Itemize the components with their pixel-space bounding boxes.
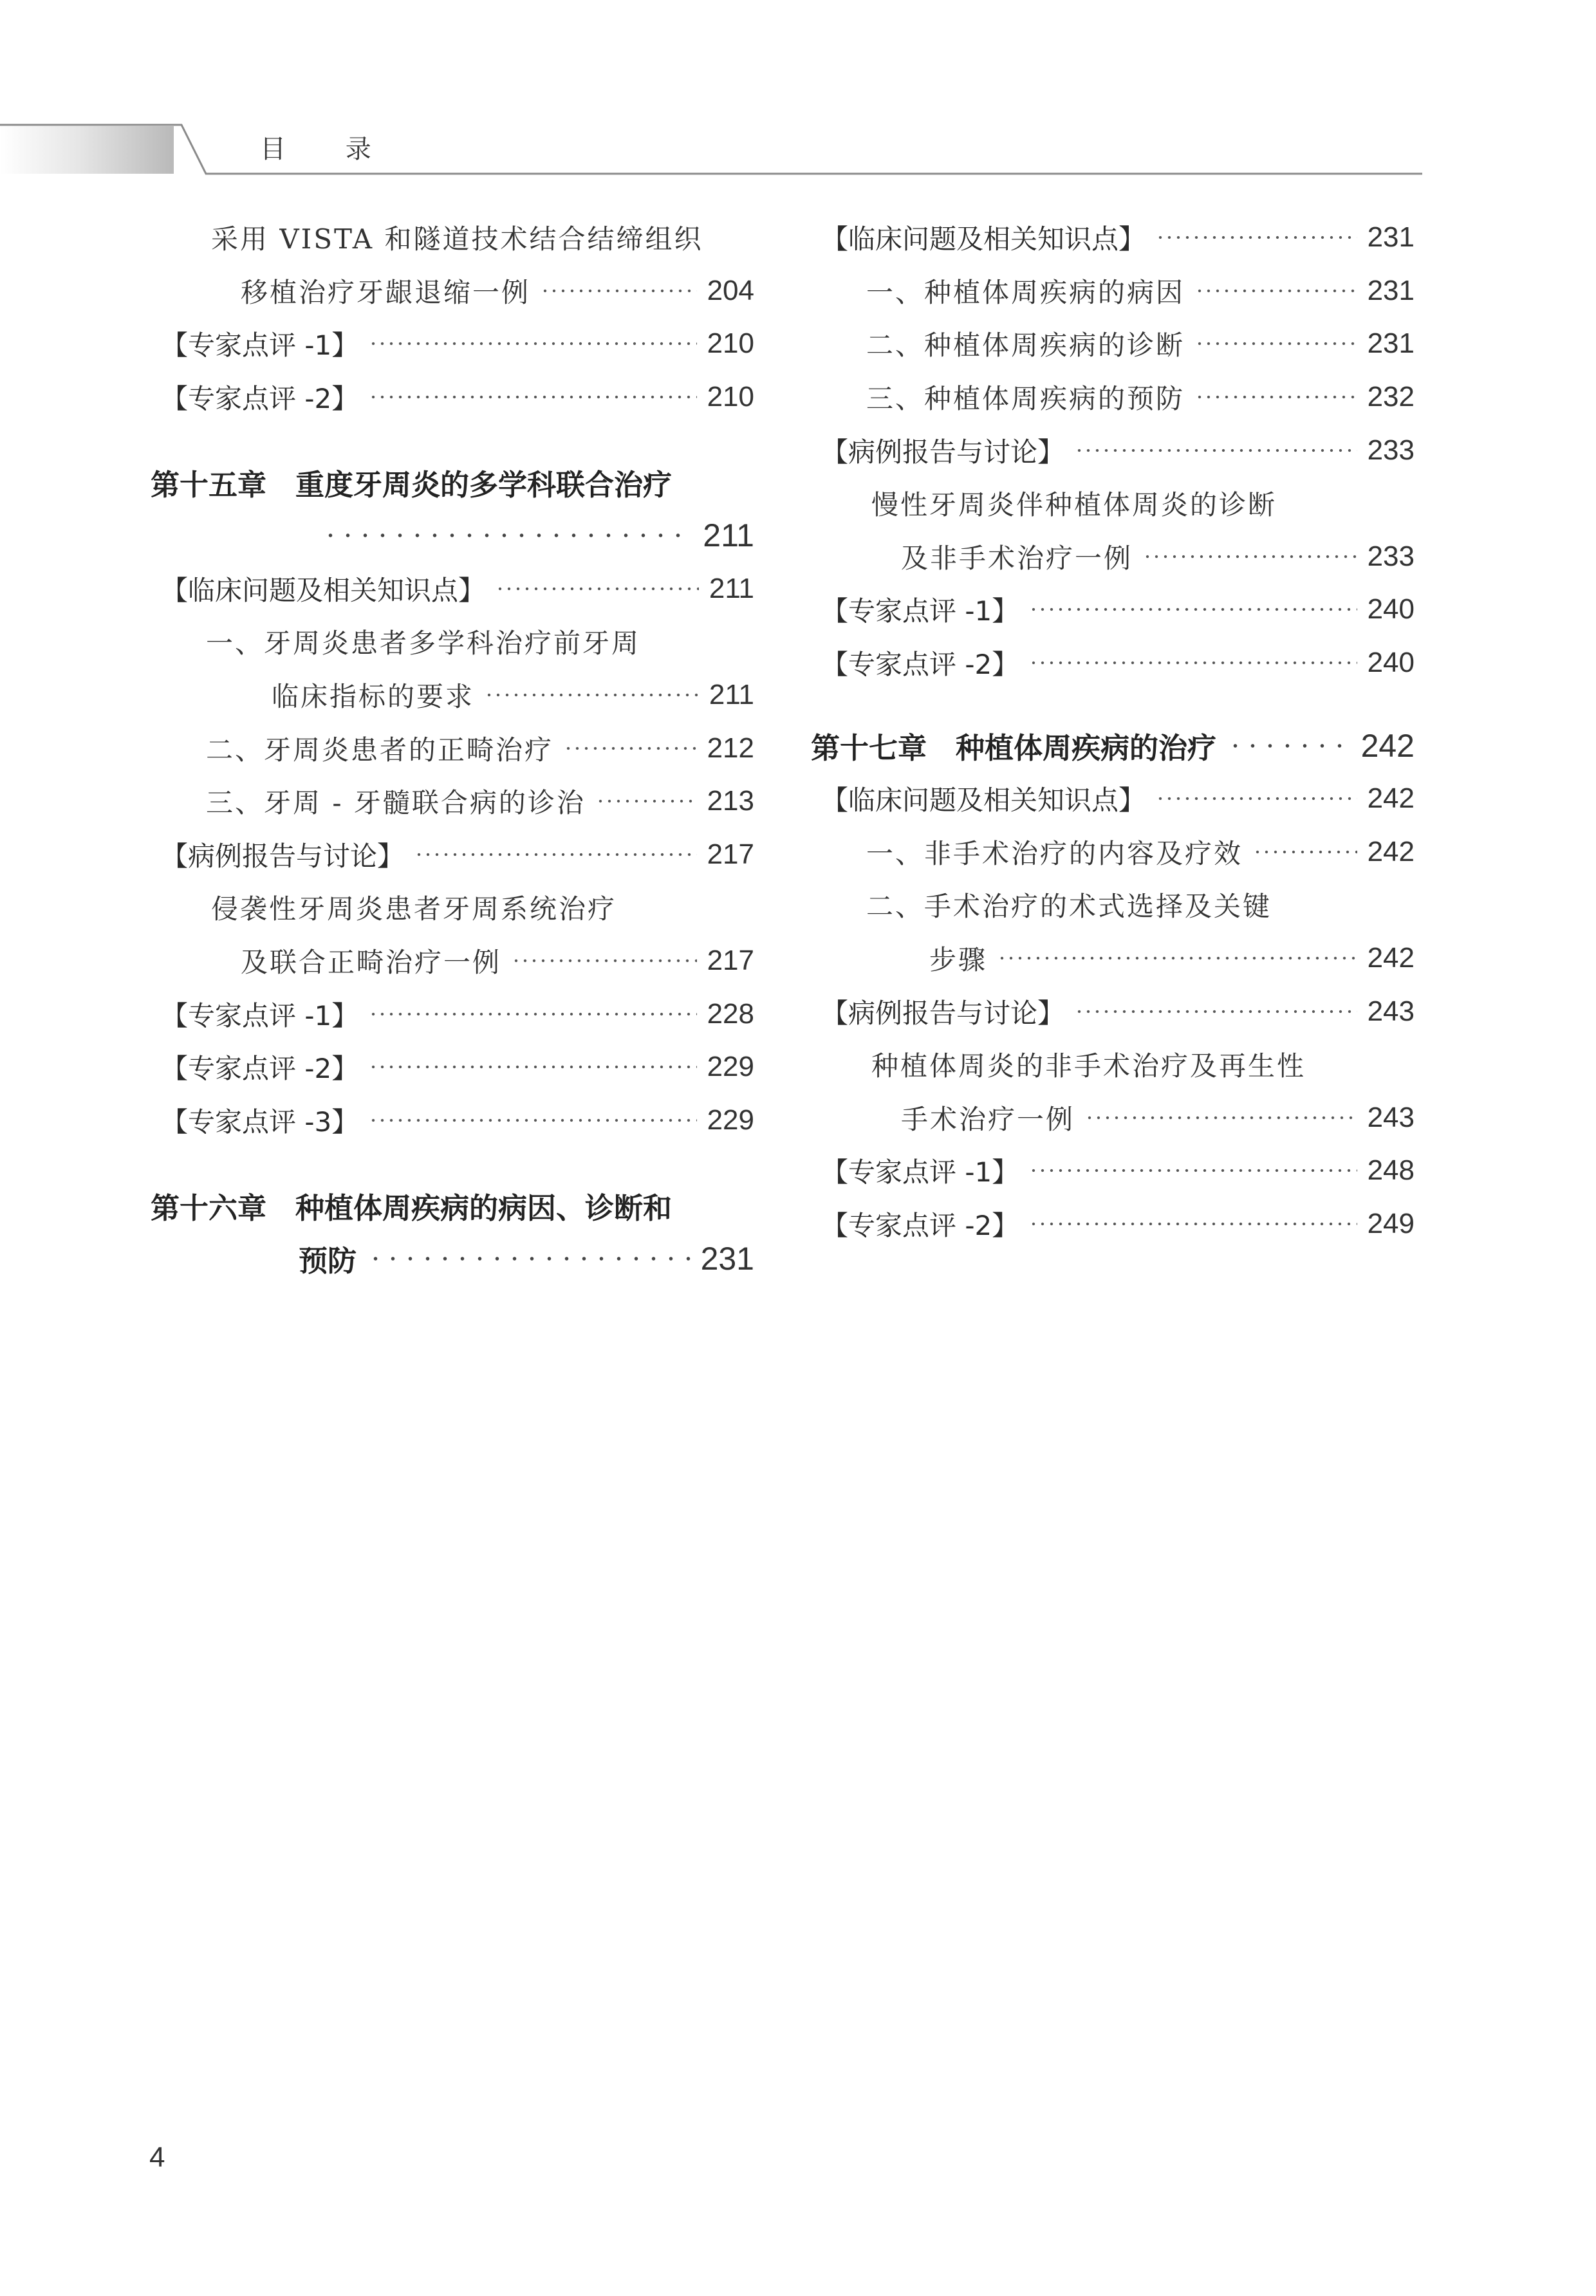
toc-entry[interactable]: [811, 1144, 1415, 1198]
toc-entry-title: 一、种植体周疾病的病因: [866, 276, 1185, 308]
toc-entry-title: 侵袭性牙周炎患者牙周系统治疗: [211, 893, 617, 925]
toc-entry-title: 一、牙周炎患者多学科治疗前牙周: [206, 627, 641, 660]
dot-leader: [1156, 796, 1357, 801]
toc-chapter-title: 第十六章 种植体周疾病的病因、诊断和: [151, 1190, 673, 1225]
dot-leader: [322, 533, 692, 538]
toc-entry-page: 242: [1367, 942, 1415, 974]
toc-entry-page: 213: [707, 785, 754, 817]
header-title: 目 录: [260, 134, 397, 164]
toc-entry-page: 204: [707, 274, 754, 306]
toc-entry[interactable]: [151, 669, 754, 722]
toc-entry-page: 242: [1367, 835, 1415, 867]
toc-left-column: [151, 211, 754, 1285]
dot-leader: [1143, 554, 1357, 559]
toc-entry[interactable]: [811, 636, 1415, 690]
toc-entry[interactable]: [811, 211, 1415, 264]
header-rule: [0, 0, 1596, 193]
toc-entry-page: 231: [1367, 221, 1415, 254]
toc-entry[interactable]: [151, 615, 754, 669]
toc-entry-title: 慢性牙周炎伴种植体周炎的诊断: [871, 489, 1277, 521]
toc-chapter-title: 第十七章 种植体周疾病的治疗: [811, 731, 1217, 766]
toc-chapter[interactable]: [151, 1232, 754, 1286]
dot-leader: [414, 852, 697, 857]
toc-entry-title: 及联合正畸治疗一例: [241, 947, 502, 979]
toc-entry-title: 【临床问题及相关知识点】: [821, 223, 1146, 255]
toc-entry-title: 【临床问题及相关知识点】: [821, 784, 1146, 817]
toc-entry-title: 【专家点评 -2】: [821, 649, 1019, 681]
toc-entry[interactable]: [151, 881, 754, 934]
toc-entry[interactable]: [151, 828, 754, 882]
toc-entry[interactable]: [151, 317, 754, 371]
toc-entry[interactable]: [811, 932, 1415, 985]
dot-leader: [998, 956, 1357, 961]
toc-chapter[interactable]: [151, 509, 754, 562]
dot-leader: [369, 1118, 696, 1123]
toc-entry-title: 【专家点评 -1】: [821, 1156, 1019, 1189]
toc-entry[interactable]: [151, 721, 754, 775]
toc-entry-page: 217: [707, 838, 754, 870]
toc-entry-page: 217: [707, 945, 754, 977]
toc-entry-page: 231: [1367, 328, 1415, 360]
toc-entry-title: 【病例报告与讨论】: [821, 997, 1065, 1029]
toc-entry-title: 【临床问题及相关知识点】: [161, 574, 486, 606]
toc-entry-page: 249: [1367, 1207, 1415, 1239]
toc-entry-title: 【专家点评 -1】: [821, 595, 1019, 627]
toc-entry[interactable]: [811, 423, 1415, 477]
toc-entry-title: 【专家点评 -1】: [161, 329, 359, 362]
toc-entry-page: 210: [707, 328, 754, 360]
toc-entry-title: 步骤: [929, 944, 988, 976]
toc-right-column: [811, 211, 1415, 1250]
toc-entry[interactable]: [811, 878, 1415, 932]
toc-entry[interactable]: [151, 1094, 754, 1147]
toc-chapter-title: 预防: [299, 1244, 357, 1279]
toc-entry-title: 二、种植体周疾病的诊断: [866, 329, 1185, 362]
toc-entry-page: 248: [1367, 1154, 1415, 1187]
toc-entry[interactable]: [811, 1091, 1415, 1145]
toc-entry[interactable]: [151, 987, 754, 1041]
dot-leader: [512, 958, 697, 963]
toc-entry-page: 240: [1367, 593, 1415, 625]
toc-chapter-page: 211: [703, 517, 754, 554]
toc-entry[interactable]: [811, 477, 1415, 530]
toc-entry-page: 211: [709, 572, 754, 604]
toc-entry-page: 231: [1367, 274, 1415, 306]
dot-leader: [596, 799, 697, 804]
toc-entry-page: 243: [1367, 995, 1415, 1027]
toc-entry-title: 及非手术治疗一例: [901, 542, 1133, 574]
dot-leader: [1085, 1115, 1357, 1120]
toc-entry-page: 229: [707, 1104, 754, 1136]
toc-chapter-page: 231: [700, 1240, 754, 1277]
toc-entry-title: 三、种植体周疾病的预防: [866, 383, 1185, 415]
dot-leader: [369, 1012, 696, 1017]
toc-entry[interactable]: [811, 1038, 1415, 1091]
toc-entry[interactable]: [151, 562, 754, 616]
toc-entry-title: 三、牙周 - 牙髓联合病的诊治: [206, 787, 586, 819]
toc-entry-title: 采用 VISTA 和隧道技术结合结缔组织: [211, 223, 703, 255]
toc-entry-title: 种植体周炎的非手术治疗及再生性: [871, 1050, 1306, 1082]
toc-entry-title: 【病例报告与讨论】: [161, 840, 405, 872]
toc-entry[interactable]: [811, 583, 1415, 636]
dot-leader: [485, 692, 699, 698]
toc-entry-title: 二、手术治疗的术式选择及关键: [866, 891, 1272, 923]
dot-leader: [369, 1064, 696, 1069]
page-number: 4: [149, 2142, 165, 2173]
toc-entry[interactable]: [151, 1041, 754, 1094]
toc-entry-title: 【病例报告与讨论】: [821, 436, 1065, 468]
dot-leader: [367, 1256, 691, 1261]
toc-entry-page: 210: [707, 381, 754, 413]
toc-entry-title: 临床指标的要求: [272, 681, 475, 713]
toc-entry[interactable]: [811, 772, 1415, 826]
dot-leader: [541, 288, 697, 293]
toc-entry-page: 229: [707, 1051, 754, 1083]
toc-entry-title: 手术治疗一例: [901, 1103, 1075, 1135]
toc-entry[interactable]: [151, 211, 754, 264]
dot-leader: [1195, 394, 1357, 400]
toc-entry-title: 【专家点评 -2】: [821, 1209, 1019, 1241]
toc-entry[interactable]: [151, 775, 754, 828]
toc-chapter[interactable]: [151, 456, 754, 509]
dot-leader: [369, 394, 696, 400]
toc-entry[interactable]: [811, 371, 1415, 424]
dot-leader: [1195, 341, 1357, 346]
toc-entry-page: 243: [1367, 1101, 1415, 1133]
dot-leader: [1075, 448, 1357, 453]
toc-entry-title: 二、牙周炎患者的正畸治疗: [206, 734, 554, 766]
toc-entry[interactable]: [151, 264, 754, 318]
toc-entry-page: 212: [707, 732, 754, 764]
toc-entry-page: 242: [1367, 782, 1415, 815]
toc-chapter-title: 第十五章 重度牙周炎的多学科联合治疗: [151, 468, 673, 503]
toc-chapter-page: 242: [1360, 727, 1415, 764]
dot-leader: [1253, 849, 1357, 855]
toc-entry[interactable]: [811, 985, 1415, 1038]
toc-entry[interactable]: [811, 530, 1415, 584]
toc-entry-page: 232: [1367, 381, 1415, 413]
dot-leader: [1029, 607, 1357, 612]
toc-entry-page: 233: [1367, 434, 1415, 466]
dot-leader: [496, 586, 699, 591]
toc-entry-page: 240: [1367, 647, 1415, 679]
toc-entry[interactable]: [811, 826, 1415, 879]
dot-leader: [1029, 660, 1357, 665]
toc-entry-page: 228: [707, 997, 754, 1030]
dot-leader: [1029, 1168, 1357, 1173]
toc-entry-page: 233: [1367, 540, 1415, 572]
toc-entry-page: 211: [709, 679, 754, 711]
toc-entry[interactable]: [151, 934, 754, 988]
toc-entry-title: 【专家点评 -1】: [161, 999, 359, 1032]
dot-leader: [1227, 743, 1351, 748]
toc-entry[interactable]: [811, 317, 1415, 371]
toc-entry[interactable]: [811, 1198, 1415, 1251]
dot-leader: [1156, 235, 1357, 240]
dot-leader: [369, 341, 696, 346]
toc-entry-title: 【专家点评 -2】: [161, 1053, 359, 1085]
toc-entry[interactable]: [811, 264, 1415, 318]
toc-entry-title: 移植治疗牙龈退缩一例: [241, 276, 531, 308]
dot-leader: [564, 746, 697, 751]
dot-leader: [1029, 1221, 1357, 1227]
toc-chapter[interactable]: [811, 719, 1415, 772]
toc-chapter[interactable]: [151, 1179, 754, 1232]
dot-leader: [1075, 1009, 1357, 1014]
toc-entry-title: 一、非手术治疗的内容及疗效: [866, 837, 1243, 869]
toc-entry[interactable]: [151, 371, 754, 424]
toc-entry-title: 【专家点评 -3】: [161, 1106, 359, 1138]
toc-entry-title: 【专家点评 -2】: [161, 383, 359, 415]
dot-leader: [1195, 288, 1357, 293]
